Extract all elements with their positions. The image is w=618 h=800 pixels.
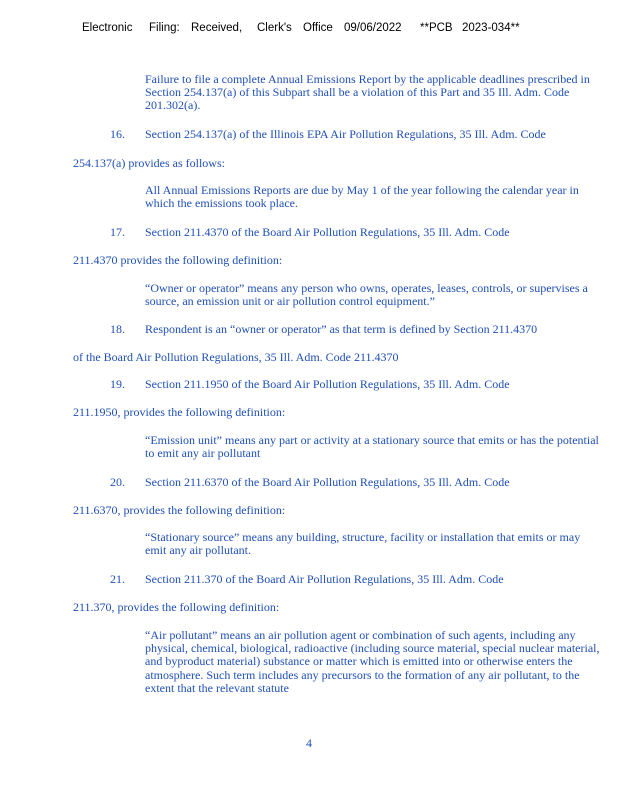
paragraph-20-text: Section 211.6370 of the Board Air Pollution Regulations, 35 Ill. Adm. Code — [145, 475, 510, 489]
paragraph-19-text: Section 211.1950 of the Board Air Pollution Regulations, 35 Ill. Adm. Code — [145, 377, 510, 391]
paragraph-21-number: 21. — [110, 572, 125, 586]
paragraph-17-number: 17. — [110, 225, 125, 239]
paragraph-20-number: 20. — [110, 475, 125, 489]
paragraph-18-text: Respondent is an “owner or operator” as that term is defined by Section 211.4370 — [145, 322, 538, 336]
paragraph-17-text: Section 211.4370 of the Board Air Pollution Regulations, 35 Ill. Adm. Code — [145, 225, 510, 239]
paragraph-18-number: 18. — [110, 322, 125, 336]
paragraph-21-continuation: 211.370, provides the following definition: — [73, 600, 280, 614]
header-date: 09/06/2022 — [344, 22, 402, 34]
paragraph-19-continuation: 211.1950, provides the following definition: — [73, 405, 286, 419]
page-number: 4 — [306, 736, 312, 750]
quote-air-pollutant: “Air pollutant” means an air pollution agent or combination of such agents, including any physical, chemical, biological, radioactive (including source material, special nuclear material, and byproduct material) substance or matter which is emitted into or otherwise enters the atmosphere. Such term includes any precursors to the formation of any air pollutant, to the extent that the relevant statute — [145, 628, 600, 695]
paragraph-16-number: 16. — [110, 127, 125, 141]
paragraph-17-continuation: 211.4370 provides the following definition: — [73, 253, 283, 267]
paragraph-18-continuation: of the Board Air Pollution Regulations, 35 Ill. Adm. Code 211.4370 — [73, 350, 399, 364]
header-office: Office — [303, 22, 333, 34]
quote-failure-to-file: Failure to file a complete Annual Emissions Report by the applicable deadlines prescribed in Section 254.137(a) of this Subpart shall be a violation of this Part and 35 Ill. Adm. Code 201.302(a). — [145, 72, 590, 113]
header-received: Received, — [191, 22, 243, 34]
header-clerks: Clerk's — [257, 22, 292, 34]
header-docket: 2023-034** — [462, 22, 520, 34]
header-filing: Filing: — [149, 22, 180, 34]
quote-stationary-source: “Stationary source” means any building, structure, facility or installation that emits or may emit any air pollutant. — [145, 530, 581, 558]
quote-report-deadline: All Annual Emissions Reports are due by May 1 of the year following the calendar year in which the emissions took place. — [145, 183, 579, 211]
paragraph-16-continuation: 254.137(a) provides as follows: — [73, 156, 225, 170]
paragraph-16-text: Section 254.137(a) of the Illinois EPA Air Pollution Regulations, 35 Ill. Adm. Code — [145, 127, 546, 141]
header-pcb: **PCB — [420, 22, 453, 34]
quote-emission-unit: “Emission unit” means any part or activity at a stationary source that emits or has the potential to emit any air pollutant — [145, 433, 599, 461]
header-electronic: Electronic — [82, 22, 133, 34]
paragraph-19-number: 19. — [110, 377, 125, 391]
paragraph-21-text: Section 211.370 of the Board Air Pollution Regulations, 35 Ill. Adm. Code — [145, 572, 504, 586]
paragraph-20-continuation: 211.6370, provides the following definition: — [73, 503, 286, 517]
quote-owner-operator: “Owner or operator” means any person who owns, operates, leases, controls, or supervises a source, an emission unit or air pollution control equipment.” — [145, 281, 588, 309]
